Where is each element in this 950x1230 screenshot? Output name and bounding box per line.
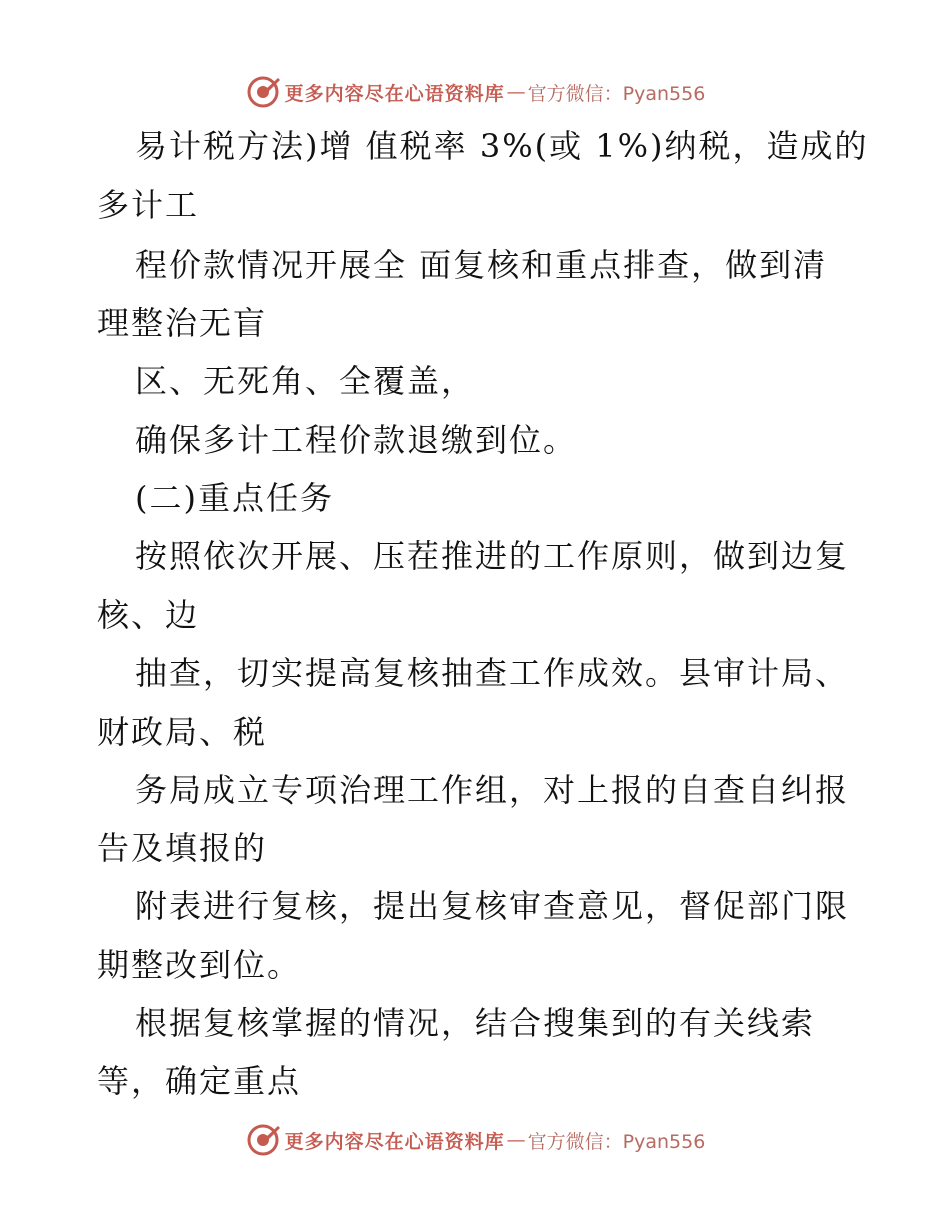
- paragraph-line: 抽查，切实提高复核抽查工作成效。县审计局、: [135, 654, 850, 692]
- watermark-dash: —: [506, 81, 526, 103]
- paragraph-line: 期整改到位。: [97, 946, 302, 984]
- paragraph-line: 理整治无盲: [97, 304, 268, 342]
- paragraph-line: 附表进行复核，提出复核审查意见，督促部门限: [135, 887, 850, 925]
- paragraph-line: 区、无死角、全覆盖，: [135, 362, 476, 400]
- pen-logo-icon: [245, 74, 281, 110]
- header-watermark: [0, 72, 950, 112]
- pen-logo-icon: [245, 1122, 281, 1158]
- watermark-wechat: 官方微信：Pyan556: [527, 82, 706, 105]
- paragraph-line: 按照依次开展、压茬推进的工作原则，做到边复: [135, 537, 850, 575]
- paragraph-line: 确保多计工程价款退缴到位。: [135, 421, 578, 459]
- paragraph-line: 财政局、税: [97, 713, 268, 751]
- watermark-brand: 更多内容尽在心语资料库: [284, 1130, 505, 1153]
- footer-watermark: [0, 1120, 950, 1160]
- paragraph-line: 务局成立专项治理工作组，对上报的自查自纠报: [135, 771, 850, 809]
- watermark-wechat: 官方微信：Pyan556: [527, 1130, 706, 1153]
- paragraph-line: 等，确定重点: [97, 1062, 302, 1100]
- paragraph-line: 告及填报的: [97, 829, 268, 867]
- section-heading: (二)重点任务: [135, 479, 334, 517]
- paragraph-line: 根据复核掌握的情况，结合搜集到的有关线索: [135, 1004, 816, 1042]
- paragraph-line: 程价款情况开展全 面复核和重点排查，做到清: [135, 246, 828, 284]
- watermark-brand: 更多内容尽在心语资料库: [284, 82, 505, 105]
- paragraph-line: 易计税方法)增 值税率 3%(或 1%)纳税，造成的: [135, 127, 869, 165]
- paragraph-line: 核、边: [97, 596, 200, 634]
- watermark-dash: —: [506, 1129, 526, 1151]
- paragraph-line: 多计工: [97, 186, 200, 224]
